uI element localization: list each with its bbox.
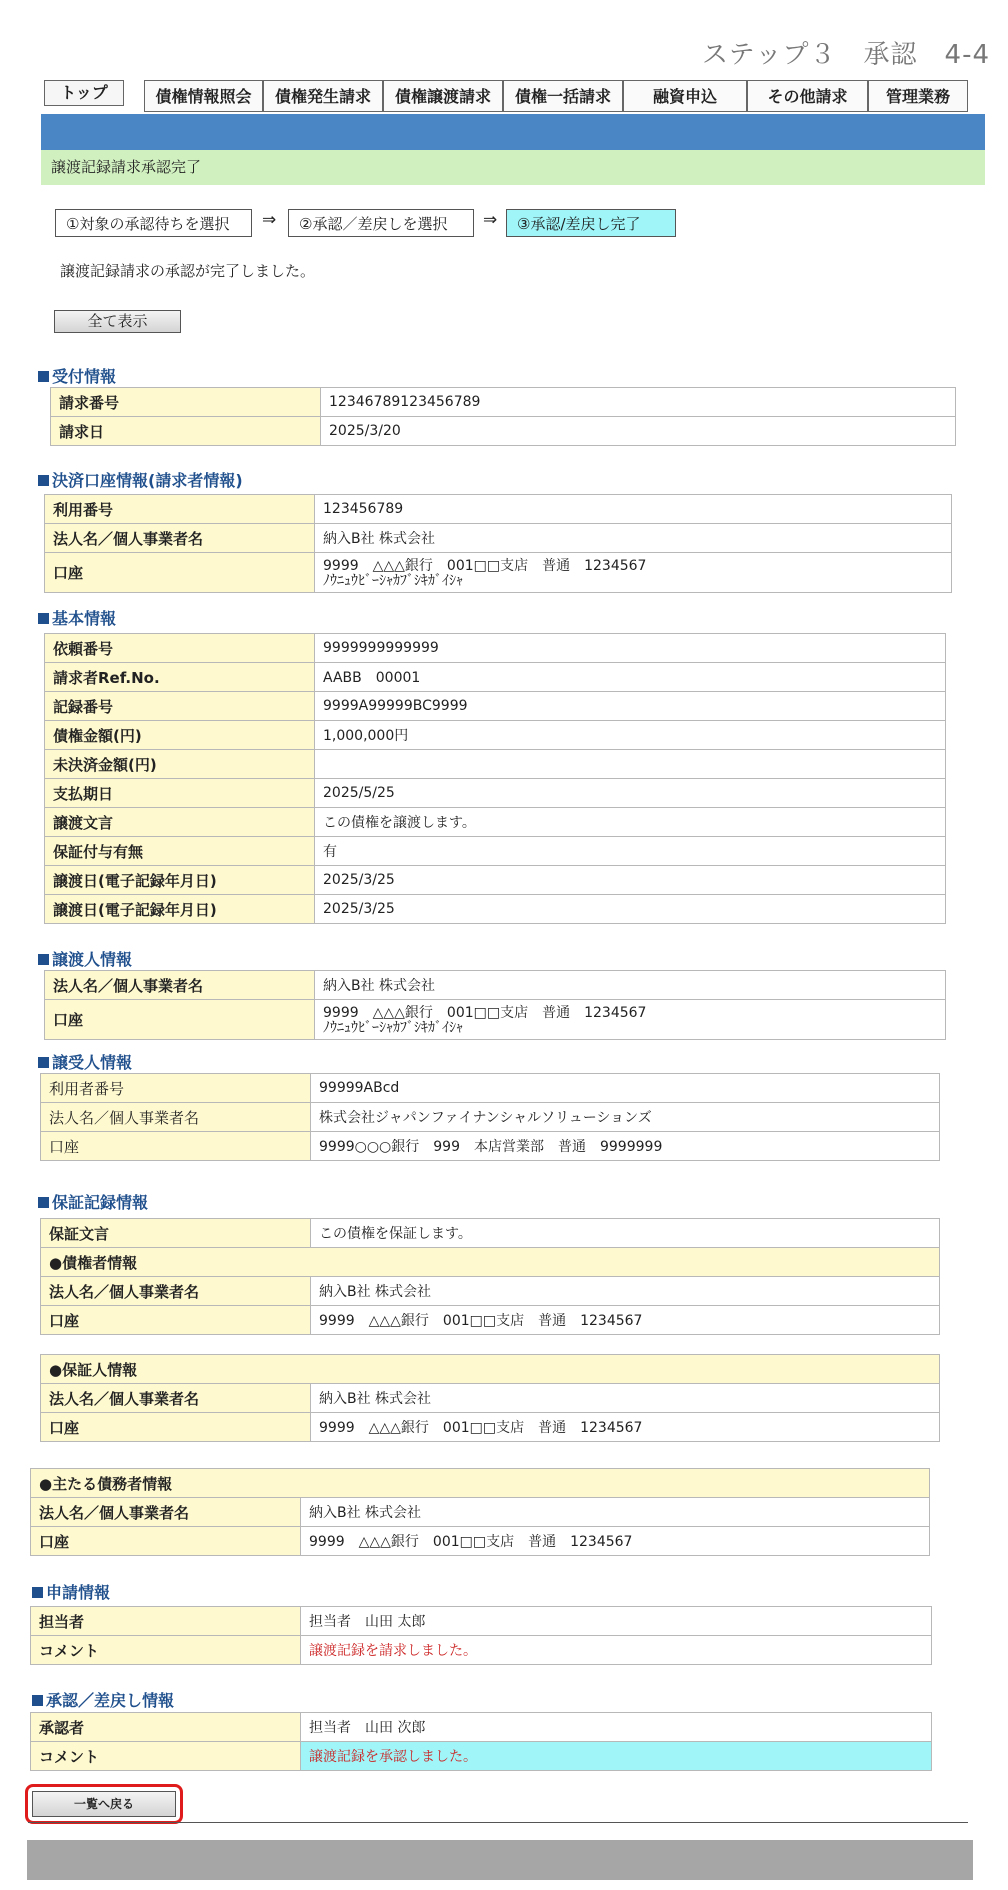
field-value: 担当者 山田 次郎 <box>301 1713 932 1742</box>
field-label: 債権金額(円) <box>45 721 315 750</box>
section-title-text: 承認／差戻し情報 <box>46 1691 175 1710</box>
field-value: 9999 △△△銀行 001□□支店 普通 1234567 <box>301 1527 930 1556</box>
field-value: 有 <box>315 837 946 866</box>
guarantor-table <box>40 1354 940 1442</box>
field-label: 譲渡日(電子記録年月日) <box>45 866 315 895</box>
square-icon <box>38 1057 49 1068</box>
section-title-text: 申請情報 <box>46 1583 111 1602</box>
field-label: 請求日 <box>51 417 321 446</box>
debtor-header: ●主たる債務者情報 <box>31 1469 930 1498</box>
table-row <box>45 495 952 524</box>
field-label: 法人名／個人事業者名 <box>41 1277 311 1306</box>
field-value: 納入B社 株式会社 <box>311 1384 940 1413</box>
step-3-current: ③承認/差戻し完了 <box>506 209 676 237</box>
field-value: 担当者 山田 太郎 <box>301 1607 932 1636</box>
field-value: 納入B社 株式会社 <box>315 524 952 553</box>
field-value: この債権を保証します。 <box>311 1219 940 1248</box>
table-row <box>41 1219 940 1248</box>
field-value <box>315 1000 946 1040</box>
table-row <box>51 417 956 446</box>
main-nav-tabs <box>44 80 984 114</box>
field-label: 保証文言 <box>41 1219 311 1248</box>
basic-info-table <box>44 633 946 924</box>
account-kana: ﾉｳﾆｭｳﾋﾞｰｼｬｶﾌﾞｼｷｶﾞｲｼｬ <box>323 572 463 589</box>
field-label: 請求番号 <box>51 388 321 417</box>
field-label: 口座 <box>45 553 315 593</box>
section-title <box>32 1580 110 1603</box>
square-icon <box>38 1197 49 1208</box>
table-row <box>31 1527 930 1556</box>
field-value: 譲渡記録を承認しました。 <box>301 1742 932 1771</box>
table-row <box>31 1636 932 1665</box>
table-row <box>45 663 946 692</box>
field-label: 口座 <box>45 1000 315 1040</box>
field-value: 株式会社ジャパンファイナンシャルソリューションズ <box>311 1103 940 1132</box>
transferee-table <box>40 1073 940 1161</box>
page-title: 譲渡記録請求承認完了 <box>41 150 985 185</box>
table-row <box>51 388 956 417</box>
table-row <box>45 1000 946 1040</box>
section-title-text: 基本情報 <box>52 609 117 628</box>
step-indicator: ステップ３ 承認 4-4 <box>702 40 990 70</box>
section-title-text: 受付情報 <box>52 367 117 386</box>
field-value: 9999○○○銀行 999 本店営業部 普通 9999999 <box>311 1132 940 1161</box>
table-row <box>45 971 946 1000</box>
table-row <box>41 1413 940 1442</box>
field-label: 法人名／個人事業者名 <box>41 1384 311 1413</box>
field-label: 口座 <box>41 1132 311 1161</box>
guarantor-header: ●保証人情報 <box>41 1355 940 1384</box>
table-row <box>41 1355 940 1384</box>
reception-table <box>50 387 956 446</box>
field-value: 納入B社 株式会社 <box>301 1498 930 1527</box>
table-row <box>45 692 946 721</box>
table-row <box>45 524 952 553</box>
table-row <box>41 1074 940 1103</box>
field-value: 12346789123456789 <box>321 388 956 417</box>
table-row <box>41 1306 940 1335</box>
table-row <box>45 808 946 837</box>
field-label: 法人名／個人事業者名 <box>45 971 315 1000</box>
field-label: 記録番号 <box>45 692 315 721</box>
table-row <box>31 1469 930 1498</box>
table-row <box>45 721 946 750</box>
field-value: 9999 △△△銀行 001□□支店 普通 1234567 <box>311 1413 940 1442</box>
back-to-list-button[interactable]: 一覧へ戻る <box>32 1791 176 1817</box>
creditor-header: ●債権者情報 <box>41 1248 940 1277</box>
square-icon <box>32 1587 43 1598</box>
square-icon <box>38 613 49 624</box>
table-row <box>41 1103 940 1132</box>
section-title <box>38 364 116 387</box>
table-row <box>31 1713 932 1742</box>
square-icon <box>32 1695 43 1706</box>
table-row <box>45 750 946 779</box>
field-label: 支払期日 <box>45 779 315 808</box>
table-row <box>41 1384 940 1413</box>
section-title <box>32 1688 174 1711</box>
field-label: 請求者Ref.No. <box>45 663 315 692</box>
table-row <box>31 1742 932 1771</box>
divider <box>28 1822 968 1823</box>
table-row <box>45 634 946 663</box>
settlement-table <box>44 494 952 593</box>
field-label: 保証付与有無 <box>45 837 315 866</box>
field-value: 2025/3/25 <box>315 866 946 895</box>
field-value: この債権を譲渡します。 <box>315 808 946 837</box>
field-value: 1,000,000円 <box>315 721 946 750</box>
field-value: 9999A99999BC9999 <box>315 692 946 721</box>
step-2: ②承認／差戻しを選択 <box>288 209 474 237</box>
account-line: 9999 △△△銀行 001□□支店 普通 1234567 <box>323 1004 647 1021</box>
tab-other-requests[interactable]: その他請求 <box>747 80 868 112</box>
section-title <box>38 606 116 629</box>
field-label: 未決済金額(円) <box>45 750 315 779</box>
approval-table <box>30 1712 932 1771</box>
tab-top[interactable]: トップ <box>44 80 124 106</box>
field-label: 依頼番号 <box>45 634 315 663</box>
field-label: 承認者 <box>31 1713 301 1742</box>
tab-claim-inquiry[interactable]: 債権情報照会 <box>144 80 263 112</box>
section-title <box>38 947 132 970</box>
table-row <box>31 1498 930 1527</box>
field-label: 利用者番号 <box>41 1074 311 1103</box>
tab-administration[interactable]: 管理業務 <box>868 80 968 112</box>
section-title-text: 保証記録情報 <box>52 1193 149 1212</box>
field-value: 9999999999999 <box>315 634 946 663</box>
table-row <box>45 895 946 924</box>
step-arrow: ⇒ <box>483 210 498 230</box>
nav-bar <box>41 114 985 150</box>
guarantee-table <box>40 1218 940 1335</box>
table-row <box>41 1132 940 1161</box>
table-row <box>45 553 952 593</box>
section-title <box>38 1190 148 1213</box>
footer-bar <box>27 1840 973 1880</box>
field-label: 利用番号 <box>45 495 315 524</box>
step-arrow: ⇒ <box>262 210 277 230</box>
section-title <box>38 468 243 491</box>
field-value: 納入B社 株式会社 <box>315 971 946 1000</box>
table-row <box>41 1248 940 1277</box>
square-icon <box>38 371 49 382</box>
debtor-table <box>30 1468 930 1556</box>
completion-message: 譲渡記録請求の承認が完了しました。 <box>60 262 316 280</box>
field-value: 2025/5/25 <box>315 779 946 808</box>
show-all-button[interactable]: 全て表示 <box>54 310 181 333</box>
section-title <box>38 1050 132 1073</box>
field-value: 9999 △△△銀行 001□□支店 普通 1234567 <box>311 1306 940 1335</box>
field-label: 担当者 <box>31 1607 301 1636</box>
square-icon <box>38 475 49 486</box>
table-row <box>45 779 946 808</box>
field-label: 譲渡日(電子記録年月日) <box>45 895 315 924</box>
tab-financing[interactable]: 融資申込 <box>623 80 747 112</box>
table-row <box>41 1277 940 1306</box>
table-row <box>45 866 946 895</box>
tab-claim-issue[interactable]: 債権発生請求 <box>263 80 383 112</box>
field-label: 法人名／個人事業者名 <box>41 1103 311 1132</box>
tab-claim-transfer[interactable]: 債権譲渡請求 <box>383 80 503 112</box>
field-label: 法人名／個人事業者名 <box>31 1498 301 1527</box>
section-title-text: 決済口座情報(請求者情報) <box>52 471 243 490</box>
field-label: 口座 <box>31 1527 301 1556</box>
field-value: 納入B社 株式会社 <box>311 1277 940 1306</box>
field-value: 譲渡記録を請求しました。 <box>301 1636 932 1665</box>
field-value: 99999ABcd <box>311 1074 940 1103</box>
table-row <box>31 1607 932 1636</box>
application-table <box>30 1606 932 1665</box>
account-line: 9999 △△△銀行 001□□支店 普通 1234567 <box>323 557 647 574</box>
tab-bulk-request[interactable]: 債権一括請求 <box>503 80 623 112</box>
field-value: AABB 00001 <box>315 663 946 692</box>
field-label: 口座 <box>41 1413 311 1442</box>
field-value: 123456789 <box>315 495 952 524</box>
field-value <box>315 750 946 779</box>
field-label: コメント <box>31 1742 301 1771</box>
account-kana: ﾉｳﾆｭｳﾋﾞｰｼｬｶﾌﾞｼｷｶﾞｲｼｬ <box>323 1019 463 1036</box>
square-icon <box>38 954 49 965</box>
section-title-text: 譲受人情報 <box>52 1053 133 1072</box>
field-value: 2025/3/25 <box>315 895 946 924</box>
field-value: 2025/3/20 <box>321 417 956 446</box>
field-value <box>315 553 952 593</box>
field-label: コメント <box>31 1636 301 1665</box>
field-label: 譲渡文言 <box>45 808 315 837</box>
field-label: 法人名／個人事業者名 <box>45 524 315 553</box>
step-1: ①対象の承認待ちを選択 <box>55 209 252 237</box>
section-title-text: 譲渡人情報 <box>52 950 133 969</box>
transferor-table <box>44 970 946 1040</box>
field-label: 口座 <box>41 1306 311 1335</box>
table-row <box>45 837 946 866</box>
